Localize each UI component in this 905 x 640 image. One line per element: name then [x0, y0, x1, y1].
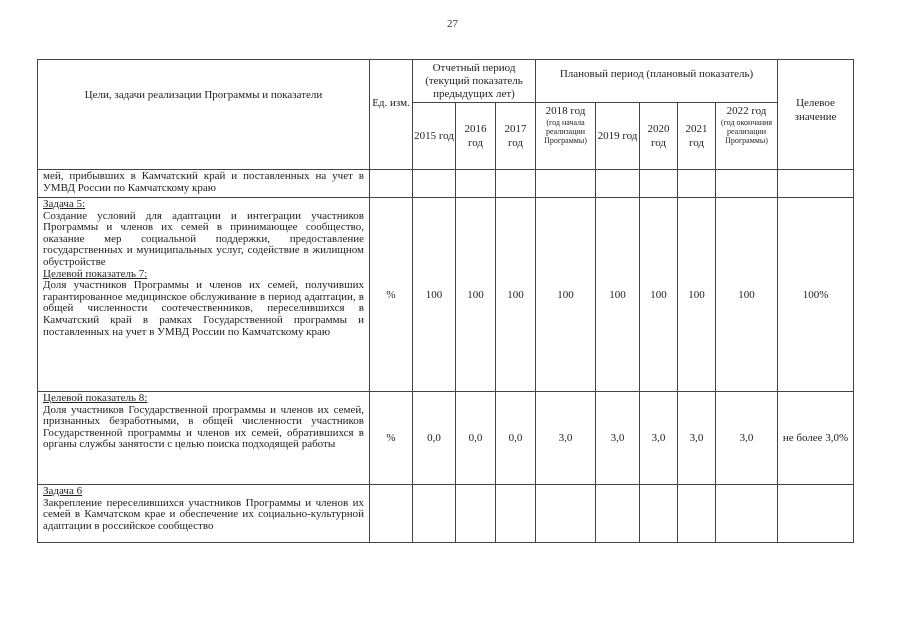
goal-cell [38, 170, 370, 198]
goal-text: Закрепление переселившихся участников Программы и членов их семей в Камчатском крае и обеспечение их социально-культурной адаптации в российское сообщество [43, 496, 364, 532]
goal-text: мей, прибывших в Камчатский край и поставленных на учет в УМВД России по Камчатскому краю [43, 170, 364, 194]
program-indicators-table [37, 59, 854, 543]
value-cell: 3,0 [640, 392, 678, 485]
table-body [38, 170, 854, 543]
table-row [38, 198, 854, 392]
header-year-label: 2022 год [726, 105, 767, 117]
header-target: Целевое значение [778, 60, 854, 170]
header-reporting-period: Отчетный период (текущий показатель предыдущих лет) [413, 60, 536, 103]
value-cell: 3,0 [596, 392, 640, 485]
value-cell [640, 170, 678, 198]
value-cell [456, 485, 496, 543]
header-year [536, 103, 596, 170]
goal-label: Целевой показатель 8: [43, 392, 148, 404]
page-number: 27 [447, 18, 458, 30]
header-unit: Ед. изм. [370, 60, 413, 170]
header-year: 2015 год [413, 103, 456, 170]
unit-cell [370, 485, 413, 543]
goal-cell [38, 485, 370, 543]
value-cell [716, 170, 778, 198]
value-cell: 100 [596, 198, 640, 392]
value-cell [413, 170, 456, 198]
value-cell [596, 170, 640, 198]
value-cell [496, 485, 536, 543]
unit-cell [370, 170, 413, 198]
goal-label: Целевой показатель 7: [43, 267, 148, 280]
goal-text: Создание условий для адаптации и интеграции участников Программы и членов их семей в принимающее сообщество, оказание мер социальной поддержки, предоставление государственных и муниципальных услуг, содействие в жилищном обустройстве [43, 209, 364, 268]
value-cell [536, 485, 596, 543]
target-cell: не более 3,0% [778, 392, 854, 485]
header-goals: Цели, задачи реализации Программы и показатели [38, 60, 370, 170]
value-cell [456, 170, 496, 198]
header-year-note: (год начала реализации Программы) [544, 118, 587, 145]
value-cell: 100 [456, 198, 496, 392]
value-cell: 3,0 [716, 392, 778, 485]
value-cell [496, 170, 536, 198]
value-cell [596, 485, 640, 543]
value-cell: 100 [536, 198, 596, 392]
unit-cell: % [370, 392, 413, 485]
value-cell: 100 [496, 198, 536, 392]
value-cell: 0,0 [496, 392, 536, 485]
value-cell: 100 [640, 198, 678, 392]
target-cell [778, 170, 854, 198]
header-year: 2021 год [678, 103, 716, 170]
value-cell: 100 [716, 198, 778, 392]
header-year: 2020 год [640, 103, 678, 170]
value-cell [716, 485, 778, 543]
goal-text: Доля участников Государственной программы и членов их семей, признанных безработными, в общей численности участников Государственной программы и членов их семей, обратившихся в органы службы занятости с целью поиска подходящей работы [43, 403, 364, 451]
table-header [38, 60, 854, 170]
value-cell: 100 [678, 198, 716, 392]
value-cell [536, 170, 596, 198]
value-cell [640, 485, 678, 543]
header-planning-period: Плановый период (плановый показатель) [536, 60, 778, 103]
value-cell [678, 170, 716, 198]
goal-cell [38, 392, 370, 485]
header-year-note: (год окончания реализации Программы) [720, 118, 773, 145]
value-cell: 0,0 [413, 392, 456, 485]
header-year-label: 2018 год [545, 105, 586, 117]
goal-label: Задача 5: [43, 198, 86, 210]
goal-text: Доля участников Программы и членов их семей, получивших гарантированное медицинское обслуживание в период адаптации, в общей численности соотечественников, переселившихся в Камчатский край в рамках Государственной программы и поставленных на учет в УМВД России по Камчатскому краю [43, 279, 364, 338]
value-cell: 3,0 [536, 392, 596, 485]
target-cell: 100% [778, 198, 854, 392]
value-cell: 100 [413, 198, 456, 392]
value-cell [413, 485, 456, 543]
value-cell [678, 485, 716, 543]
header-year: 2019 год [596, 103, 640, 170]
table-row [38, 392, 854, 485]
goal-cell [38, 198, 370, 392]
header-year [716, 103, 778, 170]
header-year: 2016 год [456, 103, 496, 170]
goal-label: Задача 6 [43, 485, 83, 497]
header-year: 2017 год [496, 103, 536, 170]
table-row [38, 170, 854, 198]
value-cell: 0,0 [456, 392, 496, 485]
table-row [38, 485, 854, 543]
value-cell: 3,0 [678, 392, 716, 485]
target-cell [778, 485, 854, 543]
unit-cell: % [370, 198, 413, 392]
